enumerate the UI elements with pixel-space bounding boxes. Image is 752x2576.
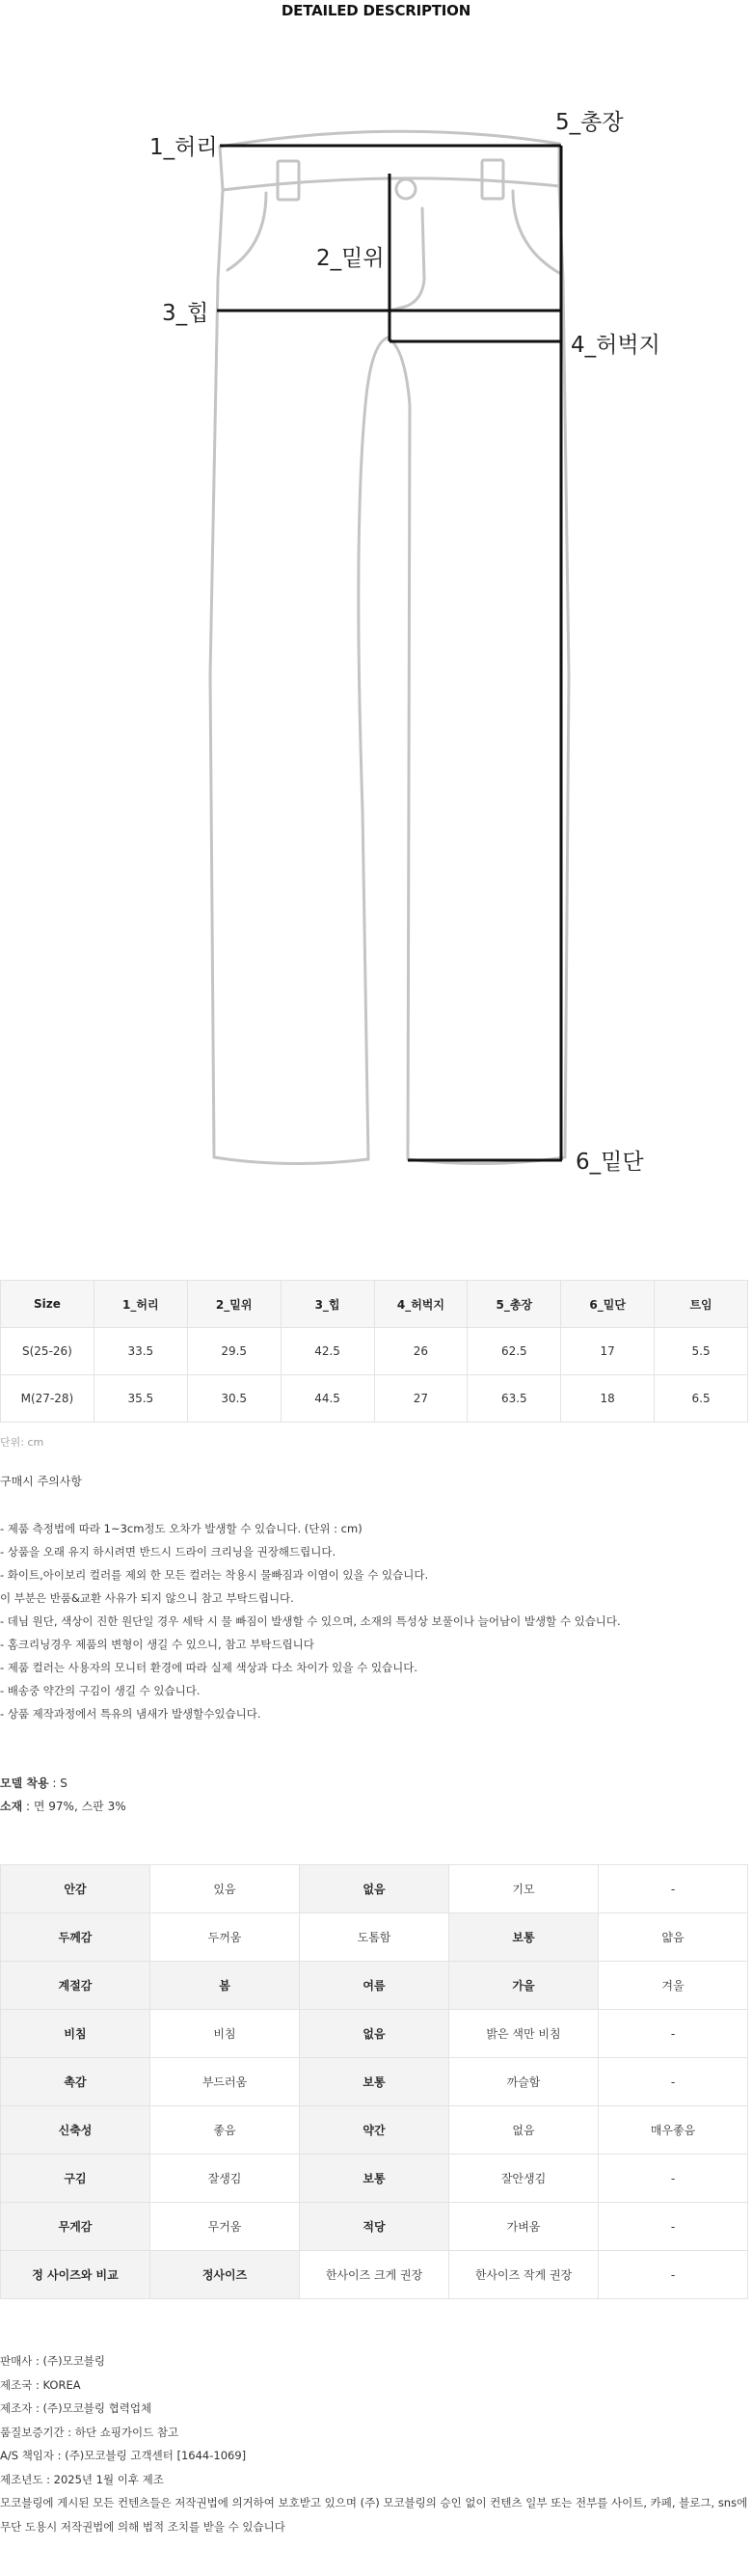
feel-row-header: 정 사이즈와 비교 [1, 2251, 150, 2299]
size-header-cell: 5_총장 [468, 1281, 561, 1328]
left-leg-outer [210, 190, 223, 1157]
feel-row-header: 무게감 [1, 2203, 150, 2251]
feel-option: 한사이즈 크게 권장 [300, 2251, 449, 2299]
model-size-value: : S [48, 1776, 67, 1790]
feel-option-selected: 보통 [300, 2058, 449, 2106]
feel-table-row [1, 2106, 748, 2155]
info-line: 제조자 : (주)모코블링 협력업체 [0, 2401, 152, 2415]
feel-table-row [1, 2155, 748, 2203]
feel-option: 좋음 [150, 2106, 300, 2155]
label-hem: 6_밑단 [576, 1150, 644, 1175]
feel-option-selected: 여름 [300, 1962, 449, 2010]
notice-line: - 제품 측정법에 따라 1~3cm정도 오차가 발생할 수 있습니다. (단위 : cm) [0, 1522, 363, 1535]
size-cell: 17 [561, 1328, 655, 1375]
info-line: 판매사 : (주)모코블링 [0, 2354, 106, 2368]
fabric-feel-table [0, 1864, 748, 2299]
size-header-cell: 1_허리 [94, 1281, 187, 1328]
feel-option: 도톰함 [300, 1913, 449, 1962]
size-header-cell: 트임 [655, 1281, 748, 1328]
left-hem [214, 1157, 368, 1164]
size-header-cell: Size [1, 1281, 94, 1328]
feel-table-row [1, 1865, 748, 1913]
feel-table-row [1, 2010, 748, 2058]
notice-line: - 배송중 약간의 구김이 생길 수 있습니다. [0, 1684, 201, 1697]
notice-line: - 제품 컬러는 사용자의 모니터 환경에 따라 실제 색상과 다소 차이가 있을 수 있습니다. [0, 1661, 418, 1674]
feel-option: 밝은 색만 비침 [449, 2010, 599, 2058]
label-thigh: 4_허벅지 [571, 333, 660, 358]
notice-line: - 화이트,아이보리 컬러를 제외 한 모든 컬러는 착용시 물빠짐과 이염이 있을 수 있습니다. [0, 1568, 429, 1582]
feel-table-row [1, 2203, 748, 2251]
size-cell: 63.5 [468, 1375, 561, 1423]
size-cell: 27 [374, 1375, 468, 1423]
size-cell: 5.5 [655, 1328, 748, 1375]
size-table-header [1, 1281, 748, 1328]
belt-loop [278, 161, 299, 200]
feel-option-selected: 봄 [150, 1962, 300, 2010]
feel-option-selected: 보통 [300, 2155, 449, 2203]
feel-table-row [1, 2058, 748, 2106]
feel-row-header: 신축성 [1, 2106, 150, 2155]
feel-row-header: 두께감 [1, 1913, 150, 1962]
feel-option: 잘생김 [150, 2155, 300, 2203]
size-table-row [1, 1375, 748, 1423]
notice-line: - 상품 제작과정에서 특유의 냄새가 발생할수있습니다. [0, 1707, 261, 1721]
notice-line: 이 부분은 반품&교환 사유가 되지 않으니 참고 부탁드립니다. [0, 1591, 294, 1605]
size-cell: 44.5 [281, 1375, 374, 1423]
notice-title: 구매시 주의사항 [0, 1475, 82, 1488]
label-waist: 1_허리 [149, 135, 218, 160]
size-header-cell: 6_밑단 [561, 1281, 655, 1328]
feel-option: - [599, 2058, 748, 2106]
size-header-cell: 3_힙 [281, 1281, 374, 1328]
feel-option-selected: 정사이즈 [150, 2251, 300, 2299]
feel-option-selected: 보통 [449, 1913, 599, 1962]
feel-option: - [599, 1865, 748, 1913]
notice-list [0, 1517, 752, 1725]
feel-option-selected: 없음 [300, 2010, 449, 2058]
pants-measurement-diagram [0, 0, 752, 1196]
size-cell: 26 [374, 1328, 468, 1375]
feel-option: 있음 [150, 1865, 300, 1913]
model-info [0, 1772, 126, 1818]
feel-option: 가벼움 [449, 2203, 599, 2251]
size-header-cell: 2_밑위 [187, 1281, 281, 1328]
size-cell: 6.5 [655, 1375, 748, 1423]
copyright-line: 모코블링에 게시된 모든 컨텐츠들은 저작권법에 의거하여 보호받고 있으며 (주) 모코블링의 승인 없이 컨텐츠 일부 또는 전부를 사이트, 카페, 블로그, sns에 [0, 2496, 748, 2509]
size-cell: 42.5 [281, 1328, 374, 1375]
size-header-cell: 4_허벅지 [374, 1281, 468, 1328]
left-leg-inner [359, 338, 388, 1159]
size-cell: 29.5 [187, 1328, 281, 1375]
feel-option: 까슬함 [449, 2058, 599, 2106]
feel-option: 두꺼움 [150, 1913, 300, 1962]
info-line: 품질보증기간 : 하단 쇼핑가이드 참고 [0, 2425, 179, 2439]
size-cell: 33.5 [94, 1328, 187, 1375]
size-cell: M(27-28) [1, 1375, 94, 1423]
feel-option: 매우좋음 [599, 2106, 748, 2155]
feel-option: 한사이즈 작게 권장 [449, 2251, 599, 2299]
feel-table-row [1, 2251, 748, 2299]
feel-row-header: 비침 [1, 2010, 150, 2058]
feel-row-header: 계절감 [1, 1962, 150, 2010]
fly [389, 208, 424, 311]
product-info [0, 2349, 752, 2538]
size-cell: 18 [561, 1375, 655, 1423]
label-rise: 2_밑위 [316, 246, 385, 271]
size-table [0, 1280, 748, 1423]
feel-option: 기모 [449, 1865, 599, 1913]
feel-table-row [1, 1962, 748, 2010]
material-line [0, 1795, 126, 1818]
feel-option-selected: 적당 [300, 2203, 449, 2251]
model-size-line [0, 1772, 126, 1795]
feel-row-header: 촉감 [1, 2058, 150, 2106]
size-table-row [1, 1328, 748, 1375]
feel-option: - [599, 2010, 748, 2058]
info-line: 제조년도 : 2025년 1월 이후 제조 [0, 2472, 164, 2486]
pocket-right [513, 191, 559, 273]
page-title: DETAILED DESCRIPTION [281, 2, 471, 19]
feel-option: 무거움 [150, 2203, 300, 2251]
pocket-left [228, 193, 266, 270]
feel-row-header: 안감 [1, 1865, 150, 1913]
button [396, 179, 416, 199]
material-label: 소재 [0, 1800, 23, 1813]
feel-table-row [1, 1913, 748, 1962]
feel-option-selected: 가을 [449, 1962, 599, 2010]
size-cell: S(25-26) [1, 1328, 94, 1375]
info-line: 제조국 : KOREA [0, 2377, 81, 2392]
material-value: : 면 97%, 스판 3% [22, 1800, 126, 1813]
feel-option: 부드러움 [150, 2058, 300, 2106]
feel-option: 겨울 [599, 1962, 748, 2010]
label-length: 5_총장 [555, 110, 624, 135]
feel-option-selected: 약간 [300, 2106, 449, 2155]
notice-line: - 데님 원단, 색상이 진한 원단일 경우 세탁 시 물 빠짐이 발생할 수 있으며, 소재의 특성상 보풀이나 늘어남이 발생할 수 있습니다. [0, 1614, 621, 1628]
info-line: A/S 책임자 : (주)모코블링 고객센터 [1644-1069] [0, 2449, 247, 2462]
right-leg-inner [388, 338, 410, 1159]
feel-option: 비침 [150, 2010, 300, 2058]
feel-option: - [599, 2251, 748, 2299]
measurement-lines [217, 146, 562, 1160]
feel-option: 얇음 [599, 1913, 748, 1962]
notice-line: - 홈크리닝경우 제품의 변형이 생길 수 있으니, 참고 부탁드립니다 [0, 1638, 314, 1651]
size-cell: 35.5 [94, 1375, 187, 1423]
unit-note: 단위: cm [0, 1436, 44, 1449]
notice-line: - 상품을 오래 유지 하시려면 반드시 드라이 크리닝을 권장해드립니다. [0, 1545, 336, 1559]
feel-row-header: 구김 [1, 2155, 150, 2203]
model-size-label: 모델 착용 [0, 1776, 49, 1790]
label-hip: 3_힙 [162, 301, 209, 326]
feel-option: 잘안생김 [449, 2155, 599, 2203]
size-cell: 30.5 [187, 1375, 281, 1423]
feel-option: 없음 [449, 2106, 599, 2155]
feel-option-selected: 없음 [300, 1865, 449, 1913]
feel-option: - [599, 2155, 748, 2203]
size-cell: 62.5 [468, 1328, 561, 1375]
feel-option: - [599, 2203, 748, 2251]
copyright-line: 무단 도용시 저작권법에 의해 법적 조치를 받을 수 있습니다 [0, 2519, 285, 2534]
